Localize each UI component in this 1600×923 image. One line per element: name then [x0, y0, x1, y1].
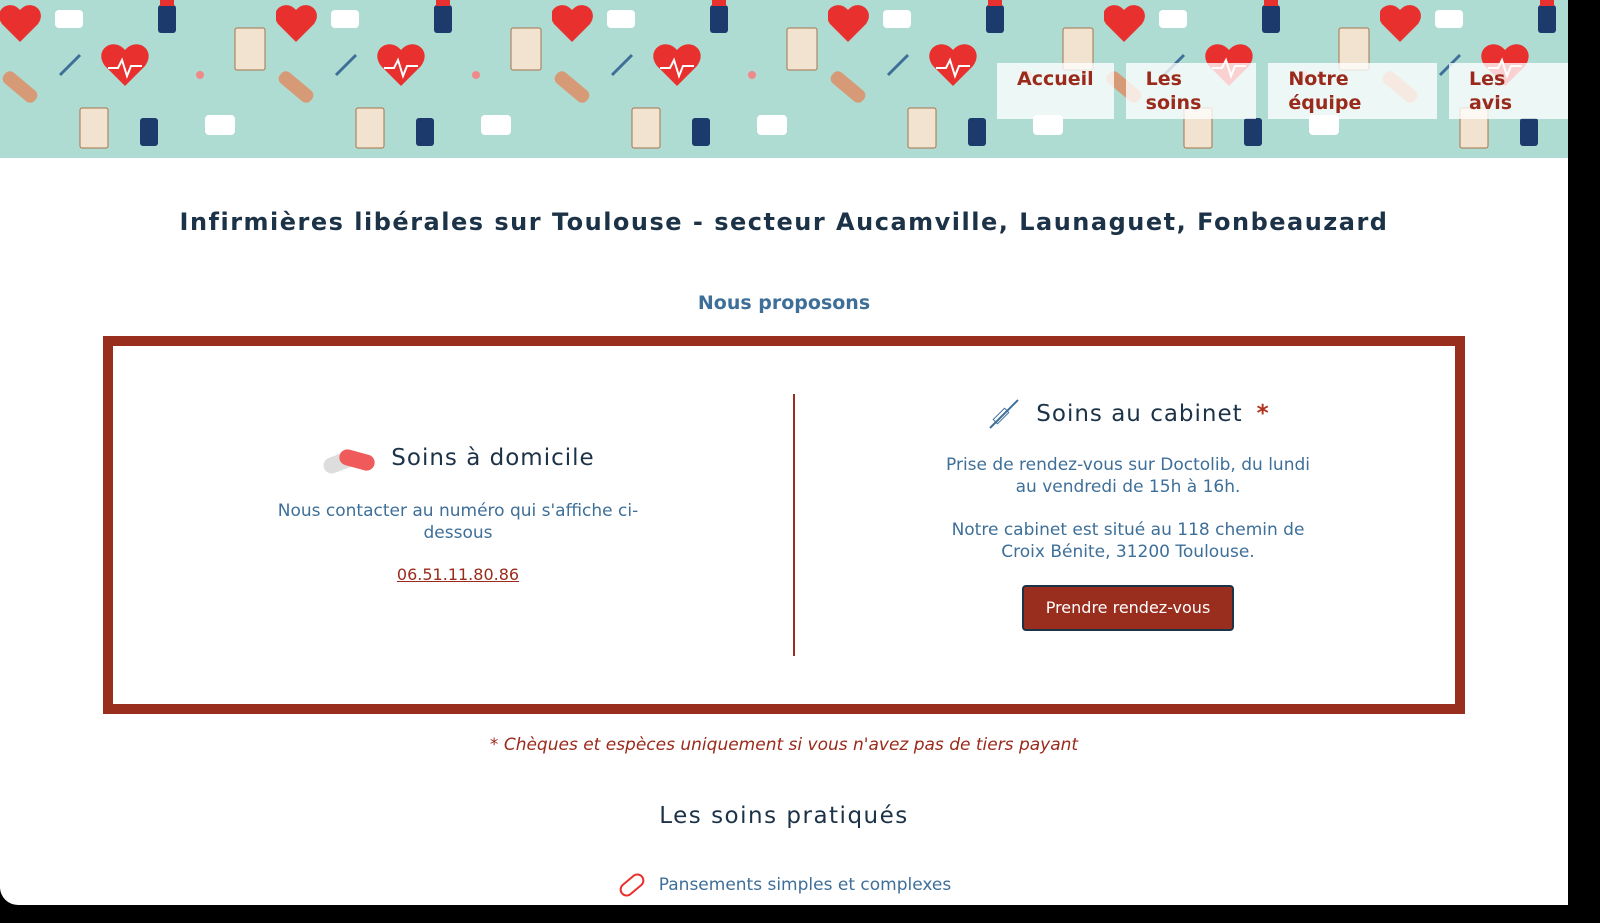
office-address-text: Notre cabinet est situé au 118 chemin de Croix Bénite, 31200 Toulouse. [951, 520, 1305, 562]
office-care-title: Soins au cabinet * [933, 396, 1323, 432]
book-appointment-button[interactable]: Prendre rendez-vous [1022, 585, 1235, 631]
pills-icon [321, 442, 377, 474]
home-care-text: Nous contacter au numéro qui s'affiche ci-dessous [277, 501, 639, 543]
section-subtitle: Nous proposons [697, 292, 871, 314]
phone-link[interactable]: 06.51.11.80.86 [396, 565, 520, 584]
services-box [103, 336, 1465, 714]
home-care-column [263, 442, 653, 586]
practices-title: Les soins pratiqués [659, 803, 909, 829]
office-hours-text: Prise de rendez-vous sur Doctolib, du lundi au vendredi de 15h à 16h. [946, 455, 1310, 497]
bandage-icon [617, 870, 647, 900]
syringe-icon [986, 396, 1022, 432]
office-care-column [933, 396, 1323, 631]
nav-accueil[interactable]: Accueil [997, 63, 1114, 119]
column-divider [793, 394, 795, 656]
list-item: Pansements simples et complexes [0, 870, 1568, 900]
main-nav [997, 63, 1568, 119]
nav-les-soins[interactable]: Les soins [1126, 63, 1257, 119]
home-care-title: Soins à domicile [263, 442, 653, 474]
nav-les-avis[interactable]: Les avis [1449, 63, 1568, 119]
nav-notre-equipe[interactable]: Notre équipe [1268, 63, 1437, 119]
header-banner [0, 0, 1568, 158]
page-title: Infirmières libérales sur Toulouse - secteur Aucamville, Launaguet, Fonbeauzard [179, 208, 1389, 236]
payment-note: * Chèques et espèces uniquement si vous n'avez pas de tiers payant [489, 735, 1079, 755]
asterisk: * [1256, 401, 1270, 427]
